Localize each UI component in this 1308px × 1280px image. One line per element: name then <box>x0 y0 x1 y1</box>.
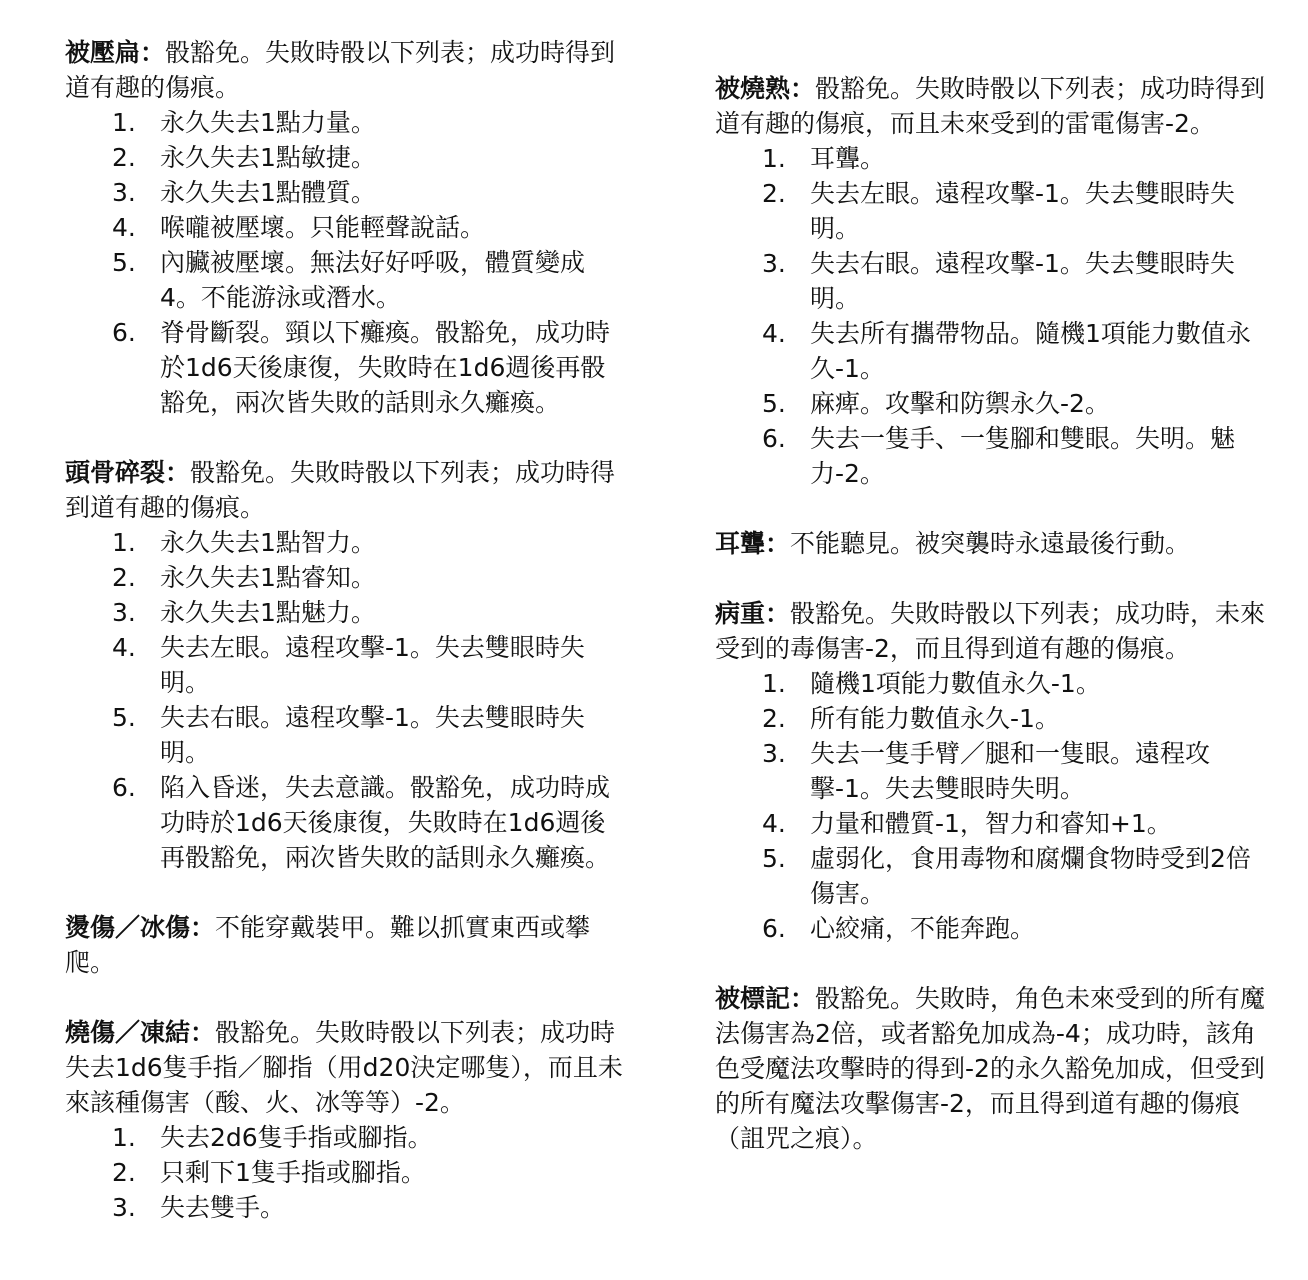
outcome-text: 麻痺。攻擊和防禦永久-2。 <box>810 389 1110 418</box>
outcome-text: 永久失去1點魅力。 <box>160 598 376 627</box>
term-separator: ： <box>790 984 816 1013</box>
outcome-list-item <box>65 595 625 630</box>
condition-description: 骰豁免。失敗時骰以下列表；成功時得到道有趣的傷痕。 <box>65 38 616 102</box>
term-separator: ： <box>190 1018 216 1047</box>
outcome-list <box>715 666 1275 946</box>
outcome-list-item <box>65 140 625 175</box>
outcome-list-item <box>715 806 1275 841</box>
condition-description: 骰豁免。失敗時骰以下列表；成功時失去1d6隻手指／腳指（用d20決定哪隻），而且未來該種傷害（酸、火、冰等等）-2。 <box>65 1018 623 1117</box>
outcome-list-item <box>715 701 1275 736</box>
outcome-list-item <box>65 700 625 770</box>
condition-paragraph <box>715 981 1275 1156</box>
condition-term: 頭骨碎裂 <box>65 458 166 487</box>
condition-entry <box>65 1015 625 1225</box>
condition-description: 骰豁免。失敗時骰以下列表；成功時，未來受到的毒傷害-2，而且得到道有趣的傷痕。 <box>715 599 1266 663</box>
list-number: 3. <box>112 1193 136 1222</box>
list-number: 3. <box>762 249 786 278</box>
list-number: 2. <box>112 143 136 172</box>
condition-term: 被燒熟 <box>715 74 791 103</box>
condition-paragraph <box>65 910 625 980</box>
term-separator: ： <box>165 458 191 487</box>
list-number: 2. <box>112 1158 136 1187</box>
outcome-list-item <box>65 210 625 245</box>
outcome-list-item <box>65 770 625 875</box>
condition-description: 不能聽見。被突襲時永遠最後行動。 <box>790 529 1191 558</box>
list-number: 3. <box>112 598 136 627</box>
outcome-list-item <box>715 421 1275 491</box>
outcome-text: 虛弱化，食用毒物和腐爛食物時受到2倍傷害。 <box>810 844 1251 908</box>
outcome-list-item <box>715 316 1275 386</box>
outcome-text: 只剩下1隻手指或腳指。 <box>160 1158 426 1187</box>
condition-description: 不能穿戴裝甲。難以抓實東西或攀爬。 <box>65 913 591 977</box>
condition-entry <box>715 71 1275 491</box>
term-separator: ： <box>190 913 216 942</box>
condition-entry <box>65 35 625 420</box>
list-number: 4. <box>762 319 786 348</box>
outcome-list-item <box>715 841 1275 911</box>
condition-term: 被壓扁 <box>65 38 141 67</box>
condition-entry <box>65 455 625 875</box>
outcome-text: 失去一隻手臂／腿和一隻眼。遠程攻擊-1。失去雙眼時失明。 <box>810 739 1211 803</box>
outcome-text: 失去右眼。遠程攻擊-1。失去雙眼時失明。 <box>160 703 585 767</box>
condition-term: 燙傷／冰傷 <box>65 913 191 942</box>
outcome-list-item <box>65 1155 625 1190</box>
outcome-text: 失去2d6隻手指或腳指。 <box>160 1123 433 1152</box>
condition-term: 耳聾 <box>715 529 766 558</box>
list-number: 5. <box>112 248 136 277</box>
condition-paragraph <box>715 526 1275 561</box>
list-number: 6. <box>762 424 786 453</box>
list-number: 4. <box>762 809 786 838</box>
outcome-list <box>715 141 1275 491</box>
condition-term: 燒傷／凍結 <box>65 1018 191 1047</box>
outcome-text: 脊骨斷裂。頸以下癱瘓。骰豁免，成功時於1d6天後康復，失敗時在1d6週後再骰豁免，兩次皆失敗的話則永久癱瘓。 <box>160 318 611 417</box>
outcome-list-item <box>715 176 1275 246</box>
list-number: 5. <box>762 389 786 418</box>
list-number: 4. <box>112 213 136 242</box>
condition-description: 骰豁免。失敗時骰以下列表；成功時得到道有趣的傷痕。 <box>65 458 616 522</box>
outcome-text: 內臟被壓壞。無法好好呼吸，體質變成4。不能游泳或潛水。 <box>160 248 586 312</box>
outcome-list <box>65 1120 625 1225</box>
list-number: 5. <box>112 703 136 732</box>
outcome-list <box>65 525 625 875</box>
condition-paragraph <box>65 455 625 525</box>
outcome-text: 力量和體質-1，智力和睿知+1。 <box>810 809 1172 838</box>
outcome-list-item <box>65 105 625 140</box>
outcome-text: 陷入昏迷，失去意識。骰豁免，成功時成功時於1d6天後康復，失敗時在1d6週後再骰豁免，兩次皆失敗的話則永久癱瘓。 <box>160 773 611 872</box>
list-number: 2. <box>762 179 786 208</box>
outcome-list-item <box>65 1190 625 1225</box>
term-separator: ： <box>790 74 816 103</box>
list-number: 1. <box>762 669 786 698</box>
outcome-list-item <box>65 175 625 210</box>
outcome-list-item <box>715 386 1275 421</box>
outcome-text: 永久失去1點智力。 <box>160 528 376 557</box>
left-column <box>65 35 625 1260</box>
outcome-text: 隨機1項能力數值永久-1。 <box>810 669 1101 698</box>
list-number: 2. <box>112 563 136 592</box>
outcome-list-item <box>65 1120 625 1155</box>
outcome-list-item <box>715 666 1275 701</box>
outcome-list-item <box>715 911 1275 946</box>
outcome-list-item <box>715 141 1275 176</box>
outcome-text: 失去右眼。遠程攻擊-1。失去雙眼時失明。 <box>810 249 1235 313</box>
condition-entry <box>715 981 1275 1156</box>
outcome-text: 永久失去1點睿知。 <box>160 563 376 592</box>
outcome-text: 失去左眼。遠程攻擊-1。失去雙眼時失明。 <box>160 633 585 697</box>
condition-entry <box>715 526 1275 561</box>
list-number: 3. <box>112 178 136 207</box>
condition-term: 病重 <box>715 599 766 628</box>
outcome-list-item <box>65 525 625 560</box>
outcome-text: 永久失去1點敏捷。 <box>160 143 376 172</box>
condition-description: 骰豁免。失敗時骰以下列表；成功時得到道有趣的傷痕，而且未來受到的雷電傷害-2。 <box>715 74 1266 138</box>
outcome-list-item <box>65 315 625 420</box>
outcome-text: 喉嚨被壓壞。只能輕聲說話。 <box>160 213 486 242</box>
right-column <box>715 71 1275 1191</box>
outcome-list-item <box>65 245 625 315</box>
outcome-text: 耳聾。 <box>810 144 886 173</box>
condition-entry <box>715 596 1275 946</box>
outcome-text: 永久失去1點體質。 <box>160 178 376 207</box>
list-number: 1. <box>112 1123 136 1152</box>
outcome-text: 失去所有攜帶物品。隨機1項能力數值永久-1。 <box>810 319 1251 383</box>
condition-entry <box>65 910 625 980</box>
condition-term: 被標記 <box>715 984 791 1013</box>
term-separator: ： <box>765 529 791 558</box>
list-number: 5. <box>762 844 786 873</box>
term-separator: ： <box>765 599 791 628</box>
list-number: 1. <box>112 528 136 557</box>
condition-paragraph <box>715 596 1275 666</box>
list-number: 6. <box>112 318 136 347</box>
outcome-list-item <box>715 246 1275 316</box>
condition-description: 骰豁免。失敗時，角色未來受到的所有魔法傷害為2倍，或者豁免加成為-4；成功時，該角色受魔法攻擊時的得到-2的永久豁免加成，但受到的所有魔法攻擊傷害-2，而且得到道有趣的傷痕（詛咒之痕）。 <box>715 984 1266 1153</box>
condition-paragraph <box>715 71 1275 141</box>
outcome-text: 失去一隻手、一隻腳和雙眼。失明。魅力-2。 <box>810 424 1236 488</box>
outcome-list-item <box>65 560 625 595</box>
outcome-list-item <box>715 736 1275 806</box>
list-number: 1. <box>762 144 786 173</box>
list-number: 6. <box>112 773 136 802</box>
outcome-list <box>65 105 625 420</box>
list-number: 4. <box>112 633 136 662</box>
term-separator: ： <box>140 38 166 67</box>
outcome-text: 永久失去1點力量。 <box>160 108 376 137</box>
outcome-text: 失去左眼。遠程攻擊-1。失去雙眼時失明。 <box>810 179 1235 243</box>
outcome-text: 心絞痛，不能奔跑。 <box>810 914 1036 943</box>
list-number: 2. <box>762 704 786 733</box>
condition-paragraph <box>65 1015 625 1120</box>
list-number: 3. <box>762 739 786 768</box>
condition-paragraph <box>65 35 625 105</box>
outcome-list-item <box>65 630 625 700</box>
outcome-text: 失去雙手。 <box>160 1193 286 1222</box>
outcome-text: 所有能力數值永久-1。 <box>810 704 1060 733</box>
list-number: 1. <box>112 108 136 137</box>
list-number: 6. <box>762 914 786 943</box>
